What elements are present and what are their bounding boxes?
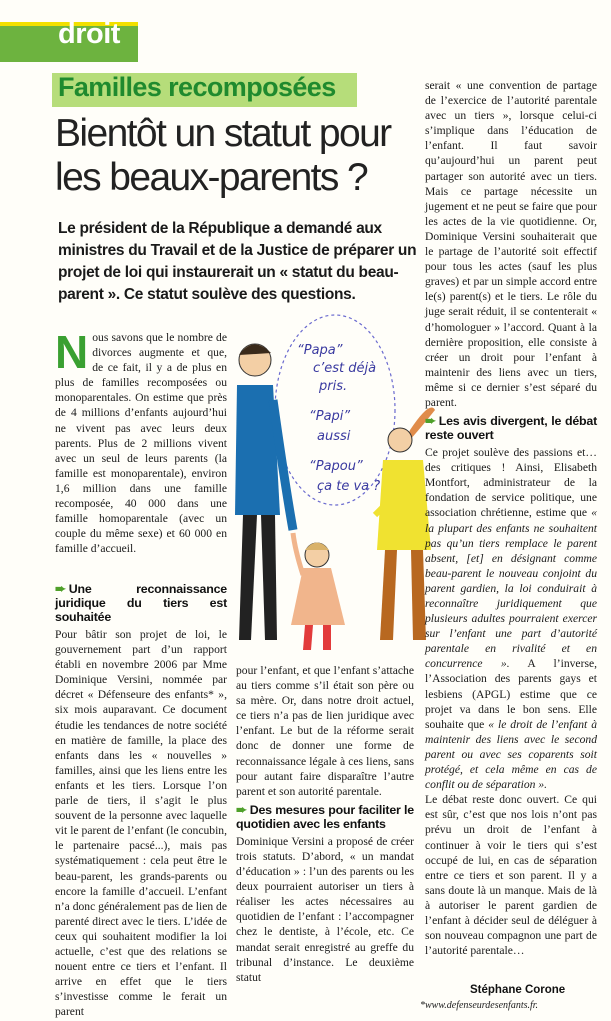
right-text: serait « une convention de partage de l’exercice de l’autorité parentale avec un tiers », lorsque celui-ci s’implique dans l’éducation de l’enfant. Il faut savoir qu’aujourd’hui un parent peut partager son autorité avec un tiers. Mais ce partage nécessite un jugement et ne peut se faire que pour les actes de la vie quotidienne. Or, Dominique Versini souhaiterait que le partage de l’autorité soit effectif pour tous les actes (sauf les plus graves) et par un simple accord entre le(s) parent(s) et le tiers. Le rôle du juge serait réduit, il se contenterait « d’homologuer » l’accord. Quant à la dernière proposition, elle consiste à créer un droit pour l’enfant à maintenir des liens avec un tiers, même si ce dernier s’est séparé du parent.	[425, 79, 597, 409]
author-signature: Stéphane Corone	[470, 984, 566, 996]
middle-text-2: Dominique Versini a proposé de créer trois statuts. D’abord, « un mandat d’éducation » : l’un des parents ou les deux pourraient autoriser un tiers à réaliser les actes nécessaires au quotidien de l’enfant : l’accompagner chez le dentiste, à l’école, etc. Ce mandat serait enregistré au greffe du tribunal d’instance. Le deuxième statut	[236, 834, 414, 984]
intro-paragraph	[55, 326, 227, 556]
illustration	[235, 305, 440, 665]
right-text-3: Le débat reste donc ouvert. Ce qui est sûr, c’est que nos lois n’ont pas prévu un droit de l’enfant à continuer à voir le tiers qui s’est occupé de lui, en cas de séparation entre ce tiers et son parent. Il y a sans doute là un manque. Mais de là à autoriser le parent gardien de l’enfant à décider seul de déléguer à son nouveau compagnon une part de l’autorité parentale…	[425, 793, 597, 958]
bubble-line: “Papou”	[309, 459, 363, 474]
bubble-line: aussi	[317, 429, 351, 444]
footnote: *www.defenseurdesenfants.fr.	[420, 1000, 539, 1011]
bubble-line: ça te va ?	[317, 479, 381, 494]
middle-text: pour l’enfant, et que l’enfant s’attache au tiers comme s’il était son père ou sa mère. Or, dans notre droit actuel, ce tiers n’a pas de lien juridique avec l’enfant. Le but de la réforme serait donc de donner une forme de reconnaissance légale à ces liens, sans pour autant faire disparaître l’autre parent et son autorité parentale.	[236, 664, 414, 798]
right-column	[425, 78, 597, 958]
section3-subhead: ➨ Les avis divergent, le débat reste ouvert	[425, 413, 597, 443]
right-text-2: Ce projet soulève des passions et… des critiques ! Ainsi, Elisabeth Montfort, administrateur de la fondation de service politique, une association chrétienne, estime que « la plupart des enfants ne souhaitent pas qu’un tiers remplace le parent absent, [et] en désignant comme beau-parent le nouveau conjoint du parent gardien, la loi conduirait à reconnaître juridiquement que plusieurs adultes pourraient exercer sur l’enfant une part d’autorité parentale en rivalité et en concurrence ». A l’inverse, l’Association des parents gays et lesbiens (APGL) estime que ce projet va dans le bon sens. Elle souhaite que « le droit de l’enfant à maintenir des liens avec le second parent ou avec ses coparents soit protégé, et cela même en cas de conflit ou de séparation ».	[425, 446, 597, 792]
section1-subhead: ➨ Une reconnaissance juridique du tiers est souhaitée	[55, 581, 227, 624]
quote-apgl: « le droit de l’enfant à maintenir des liens avec le second parent ou avec ses coparents soit protégé, et cela même en cas de conflit ou de séparation ».	[425, 717, 597, 792]
middle-column	[236, 663, 414, 985]
section2-subhead: ➨ Des mesures pour faciliter le quotidien avec les enfants	[236, 801, 414, 831]
arrow-right-icon: ➨	[236, 801, 247, 817]
section-label: droit	[58, 18, 120, 50]
section1-text: Pour bâtir son projet de loi, le gouvernement part d’un rapport établi en novembre 2006 par Mme Dominique Versini, nommée par décret « Défenseure des enfants* », six mois auparavant. Ce document étudie les tendances de notre société en matière de famille, la place des enfants dans les « nouvelles » familles, ainsi que les liens entre les enfants et les tiers. Lorsque l’on parle de tiers, il s’agit le plus souvent de la personne avec laquelle vit le parent de l’enfant (le concubin, le partenaire pacsé...), mais pas systématiquement : cela peut être le beau-parent, les grands-parents ou encore la famille d’accueil. L’enfant n’a donc généralement pas de lien de parenté direct avec le tiers. L’idée de ceux qui souhaitent modifier la loi actuelle, c’est que des relations se nouent entre ce tiers et l’enfant. Il arrive en effet que le tiers s’investisse comme le ferait un parent	[55, 628, 227, 1019]
dropcap: N	[55, 326, 89, 378]
rubric-title: Familles recomposées	[58, 72, 336, 102]
arrow-right-icon: ➨	[55, 581, 66, 596]
standfirst: Le président de la République a demandé aux ministres du Travail et de la Justice de préparer un projet de loi qui instaurerait un « statut du beau-parent ». Ce statut soulève des questions.	[58, 220, 417, 303]
quote-montfort: « la plupart des enfants ne souhaitent pas qu’un tiers remplace le parent absent, [et] en désignant comme beau-parent le nouveau conjoint du parent gardien, la loi conduirait à reconnaître juridiquement que plusieurs adultes pourraient exercer sur l’enfant une part d’autorité parentale en rivalité et en concurrence ».	[425, 506, 597, 671]
arrow-right-icon: ➨	[425, 413, 436, 429]
bubble-line: c’est déjà	[313, 361, 377, 376]
bubble-line: “Papa”	[297, 343, 343, 358]
left-column-lower	[55, 578, 227, 1019]
intro-text: ous savons que le nombre de divorces augmente et que, de ce fait, il y a de plus en plus de familles recomposées ou monoparentales. On estime que près de 4 millions d’enfants aujourd’hui ne vivent pas avec leurs deux parents. Plus de 2 millions vivent avec un seul de leurs parents (la famille est monoparentale), environ 1,6 million dans une famille recomposée, 40 000 dans une famille homoparentale (avec un couple du même sexe) et 60 000 en famille d’accueil.	[55, 331, 227, 556]
headline: Bientôt un statut pour les beaux-parents ?	[55, 112, 391, 199]
left-column	[55, 326, 227, 556]
bubble-line: pris.	[319, 379, 348, 394]
bubble-line: “Papi”	[309, 409, 351, 424]
